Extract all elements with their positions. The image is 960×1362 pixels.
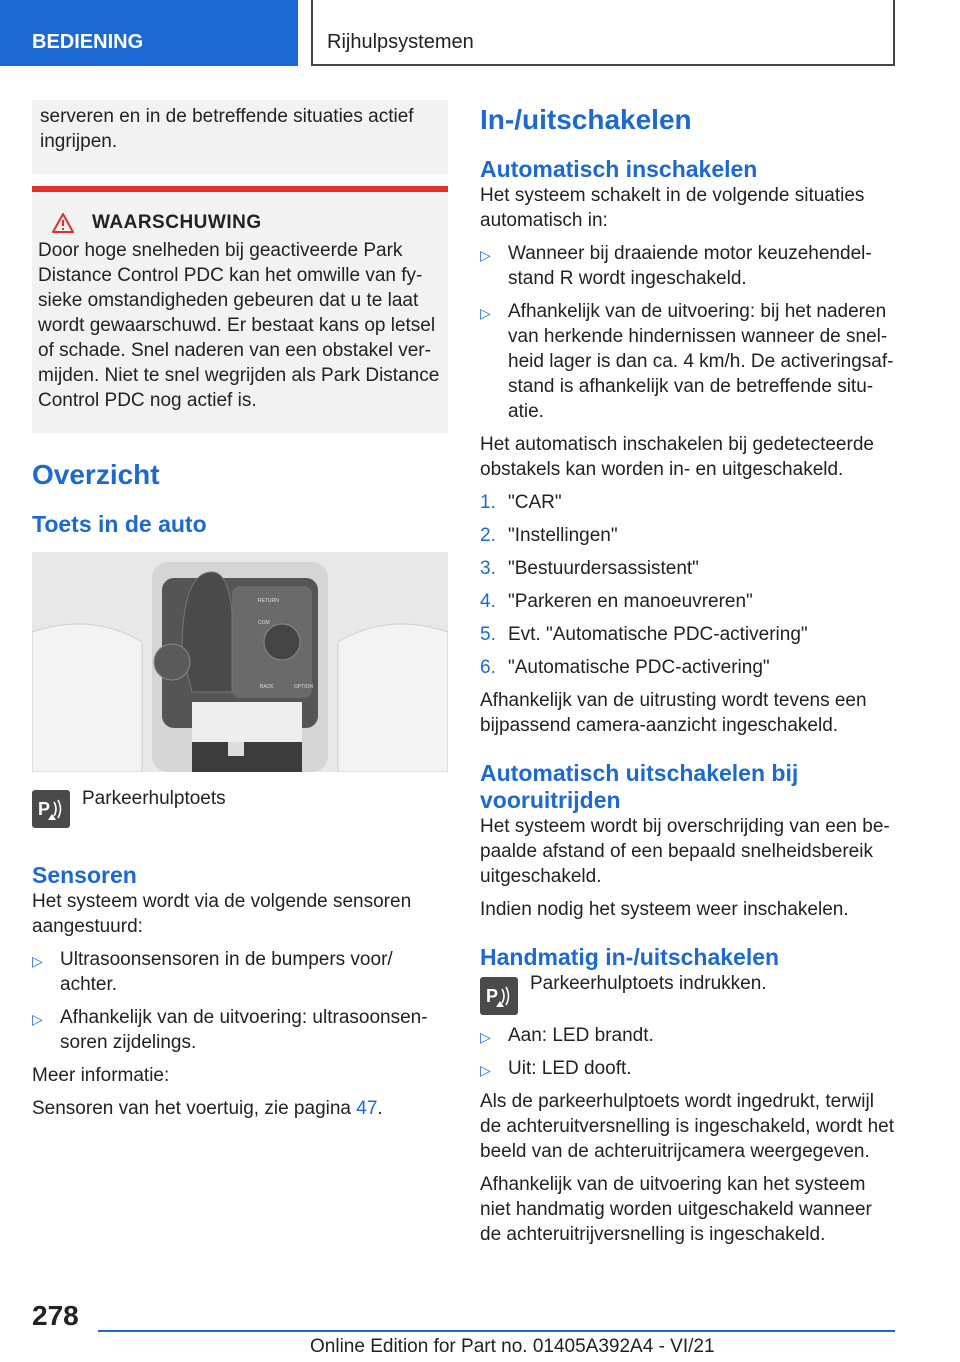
handmatig-caption-row: [480, 973, 896, 1015]
auto-uit-text2: Indien nodig het systeem weer inschakelen.: [480, 899, 849, 920]
intro-box: [32, 100, 448, 174]
heading-automatisch-uitschakelen: Automatisch uitschakelen bij vooruitrijden: [480, 760, 799, 813]
list-item: 5. Evt. "Automatische PDC-activering": [480, 624, 808, 645]
final-text: Afhankelijk van de uitvoering kan het systeem niet handmatig worden uitgeschakeld wanneer de achteruitrijversnelling is ingeschakeld.: [480, 1174, 872, 1245]
list-item: ▷ Aan: LED brandt.: [480, 1023, 896, 1048]
camera-note: Afhankelijk van de uitrusting wordt tevens een bijpassend camera-aanzicht ingeschakeld.: [480, 690, 867, 736]
footer-rule: [98, 1330, 895, 1332]
section-title: BEDIENING: [32, 31, 144, 53]
list-item: ▷ Afhankelijk van de uitvoering: bij het naderen van herkende hindernissen wanneer de snel-heid lager is dan ca. 4 km/h. De activeringsaf-stand is afhankelijk van de betreffende situ-atie.: [480, 301, 894, 422]
sensoren-intro: Het systeem wordt via de volgende sensoren aangestuurd:: [32, 891, 412, 937]
button-caption-row: [32, 790, 448, 828]
heading-toets-in-de-auto: Toets in de auto: [32, 511, 207, 537]
bullet-triangle-icon: ▷: [480, 247, 491, 263]
handmatig-list: [480, 1023, 896, 1081]
section-tab: [0, 0, 298, 66]
sensoren-list: [32, 947, 448, 1055]
svg-text:P: P: [38, 799, 51, 819]
button-caption: Parkeerhulptoets: [82, 788, 226, 809]
bullet-triangle-icon: ▷: [480, 1029, 491, 1045]
list-item: 2. "Instellingen": [480, 525, 618, 546]
bullet-triangle-icon: ▷: [32, 953, 43, 969]
heading-automatisch-inschakelen: Automatisch inschakelen: [480, 156, 758, 182]
footer-edition: Online Edition for Part no. 01405A392A4 - VI/21: [310, 1336, 715, 1357]
reference-line: Sensoren van het voertuig, zie pagina 47.: [32, 1098, 383, 1119]
warning-text: Door hoge snelheden bij geactiveerde Park Distance Control PDC kan het omwille van fy-sieke omstandigheden gebeuren dat u te laat wordt gewaarschuwd. Er bestaat kans op letsel of schade. Snel naderen van een obstakel ver-mijden. Niet te snel wegrijden als Park Distance Control PDC nog actief is.: [38, 240, 440, 411]
heading-overzicht: Overzicht: [32, 459, 160, 490]
list-item: 1. "CAR": [480, 492, 562, 513]
auto-in-list: [480, 241, 896, 424]
bullet-triangle-icon: ▷: [480, 305, 491, 321]
steps-list: [480, 490, 896, 680]
svg-text:P: P: [486, 986, 499, 1006]
page-number: 278: [32, 1300, 79, 1331]
chapter-title: Rijhulpsystemen: [327, 31, 474, 53]
warning-box: [32, 186, 448, 433]
page-link[interactable]: 47: [356, 1098, 378, 1119]
list-item: ▷ Ultrasoonsensoren in de bumpers voor/ achter.: [32, 949, 393, 995]
chapter-tab: [311, 0, 895, 66]
list-item: ▷ Afhankelijk van de uitvoering: ultrasoonsen-soren zijdelings.: [32, 1007, 428, 1053]
warning-heading: [38, 212, 440, 234]
photo-label-com: COM: [258, 620, 270, 626]
intro-text: serveren en in de betreffende situaties actief ingrijpen.: [40, 106, 414, 152]
list-item: ▷ Wanneer bij draaiende motor keuzehendel-stand R wordt ingeschakeld.: [480, 243, 872, 289]
auto-in-note: Het automatisch inschakelen bij gedetecteerde obstakels kan worden in- en uitgeschakeld.: [480, 434, 874, 480]
meer-info: Meer informatie:: [32, 1065, 170, 1086]
auto-in-intro: Het systeem schakelt in de volgende situaties automatisch in:: [480, 185, 865, 231]
photo-label-return: RETURN: [258, 598, 279, 604]
photo-label-back: BACK: [260, 684, 274, 690]
park-assist-button-icon: [480, 977, 518, 1015]
heading-in-uitschakelen: In-/uitschakelen: [480, 104, 692, 135]
warning-triangle-icon: [52, 213, 74, 233]
photo-label-option: OPTION: [294, 684, 314, 690]
list-item: 3. "Bestuurdersassistent": [480, 558, 699, 579]
list-item: 6. "Automatische PDC-activering": [480, 657, 770, 678]
console-illustration: [32, 552, 448, 772]
list-item: 4. "Parkeren en manoeuvreren": [480, 591, 753, 612]
right-column: [480, 100, 896, 1247]
left-column: [32, 100, 448, 1121]
park-assist-button-icon: [32, 790, 70, 828]
heading-sensoren: Sensoren: [32, 862, 137, 888]
warning-title: WAARSCHUWING: [92, 212, 262, 233]
bullet-triangle-icon: ▷: [480, 1062, 491, 1078]
heading-handmatig: Handmatig in-/uitschakelen: [480, 944, 780, 970]
list-item: ▷ Uit: LED dooft.: [480, 1056, 896, 1081]
console-photo: [32, 552, 448, 772]
auto-uit-text: Het systeem wordt bij overschrijding van een be-paalde afstand of een bepaald snelheidsbereik uitgeschakeld.: [480, 816, 890, 887]
achteruit-text: Als de parkeerhulptoets wordt ingedrukt, terwijl de achteruitversnelling is ingeschakeld, wordt het beeld van de achteruitrijcamera weergegeven.: [480, 1091, 895, 1162]
bullet-triangle-icon: ▷: [32, 1011, 43, 1027]
handmatig-caption: Parkeerhulptoets indrukken.: [530, 973, 767, 994]
